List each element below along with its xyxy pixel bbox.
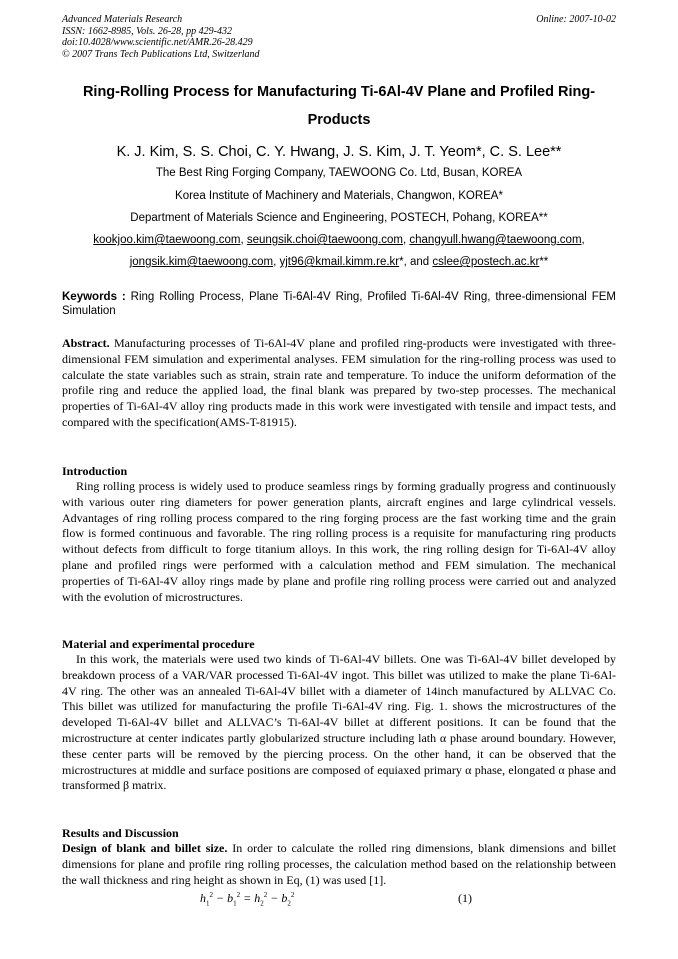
copyright: © 2007 Trans Tech Publications Ltd, Switzerland [62,48,260,60]
email-link-yeom[interactable]: yjt96@kmail.kimm.re.kr [279,256,400,268]
results-text: In order to calculate the rolled ring dimensions, blank dimensions and billet dimensions for plane and profile ring rolling processes, the calculation method based on the relationship between the wall thickness and ring height as shown in Eq, (1) was used [1]. [62,841,616,887]
journal-name: Advanced Materials Research [62,14,183,25]
section-heading-introduction: Introduction [62,464,128,478]
email-double-star: ** [539,256,549,268]
equation-number: (1) [458,891,472,905]
paper-title: Ring-Rolling Process for Manufacturing Ti-6Al-4V Plane and Profiled Ring-Products [82,84,596,128]
email-link-jskim[interactable]: jongsik.kim@taewoong.com [129,256,274,268]
equation-expression: $h_1^2 - b_1^2 = h_2^2 - b_2^2$ [200,891,295,908]
email-link-hwang[interactable]: changyull.hwang@taewoong.com [409,234,582,246]
email-separator: , [240,234,247,246]
section-heading-results: Results and Discussion [62,826,179,840]
email-separator: , [273,256,280,268]
email-link-choi[interactable]: seungsik.choi@taewoong.com [246,234,403,246]
online-date: Online: 2007-10-02 [536,14,616,25]
keywords-text: Ring Rolling Process, Plane Ti-6Al-4V Ring, Profiled Ti-6Al-4V Ring, three-dimensional FEM Simulation [62,291,616,317]
doi: doi:10.4028/www.scientific.net/AMR.26-28.429 [62,37,253,48]
equation-1 [200,888,500,910]
abstract-text: Manufacturing processes of Ti-6Al-4V plane and profiled ring-products were investigated with three-dimensional FEM simulation and experimental analyses. FEM simulation for the ring-rolling process was used to calculate the state variables such as strain, strain rate and temperature. To induce the uniform deformation of the profile ring and reduce the applied load, the final blank was prepared by two-step processes. The mechanical properties of Ti-6Al-4V alloy ring products made in this work were investigated with tensile and impact tests, and compared with the specification(AMS-T-81915). [62,336,616,429]
email-line-1 [62,233,616,248]
email-line-2 [62,255,616,270]
keywords-label: Keywords : [62,291,126,303]
introduction-paragraph: Ring rolling process is widely used to produce seamless rings by forming gradually progress and continuously with various outer ring diameters for power generation plants, aircraft engines and large cylindrical vessels. Advantages of ring rolling process compared to the ring forging process are the fast working time and the grain flow is formed continuous and favorable. The ring rolling process is a requisite for manufacturing ring products without defects from difficult to forge titanium alloys. In this work, the ring rolling design for Ti-6Al-4V alloy plane and profiled rings were performed with a calculation method and FEM simulation. The mechanical properties of Ti-6Al-4V alloy rings made by plane and profile ring rolling process were carried out and analyzed with the evolution of microstructures. [62,479,616,604]
email-and: , and [403,256,433,268]
issn: ISSN: 1662-8985, Vols. 26-28, pp 429-432 [62,25,232,37]
abstract [62,336,616,431]
affiliation-taewoong: The Best Ring Forging Company, TAEWOONG Co. Ltd, Busan, KOREA [155,167,523,179]
email-link-lee[interactable]: cslee@postech.ac.kr [432,256,540,268]
affiliation-kimm: Korea Institute of Machinery and Materials, Changwon, KOREA* [175,190,503,202]
results-paragraph [62,841,616,888]
keywords [62,290,616,318]
author-list: K. J. Kim, S. S. Choi, C. Y. Hwang, J. S. Kim, J. T. Yeom*, C. S. Lee** [116,144,562,160]
affiliation-postech: Department of Materials Science and Engineering, POSTECH, Pohang, KOREA** [130,212,548,224]
email-separator: , [403,234,410,246]
journal-header [62,14,616,60]
subsection-label: Design of blank and billet size. [62,841,228,855]
section-heading-materials: Material and experimental procedure [62,637,255,651]
email-link-kim[interactable]: kookjoo.kim@taewoong.com [93,234,241,246]
email-star: * [399,256,404,268]
abstract-label: Abstract. [62,336,110,350]
materials-paragraph: In this work, the materials were used two kinds of Ti-6Al-4V billets. One was Ti-6Al-4V billet developed by breakdown process of a VAR/VAR processed Ti-6Al-4V ingot. This billet was utilized to make the plane Ti-6Al-4V ring. The other was an annealed Ti-6Al-4V billet with a diameter of 14inch manufactured by ALLVAC Co. This billet was utilized for manufacturing the profile Ti-6Al-4V ring. Fig. 1. shows the microstructures of the developed Ti-6Al-4V billet and ALLVAC’s Ti-6Al-4V billet at different positions. It can be found that the microstructure at center indicates partly globularized structure including lath α phase around boundary. However, these center parts will be removed by the piercing process. On the other hand, it can be observed that the microstructures at middle and surface positions are composed of equiaxed primary α phase, elongated α phase and transformed β matrix. [62,652,616,793]
email-separator: , [581,234,585,246]
